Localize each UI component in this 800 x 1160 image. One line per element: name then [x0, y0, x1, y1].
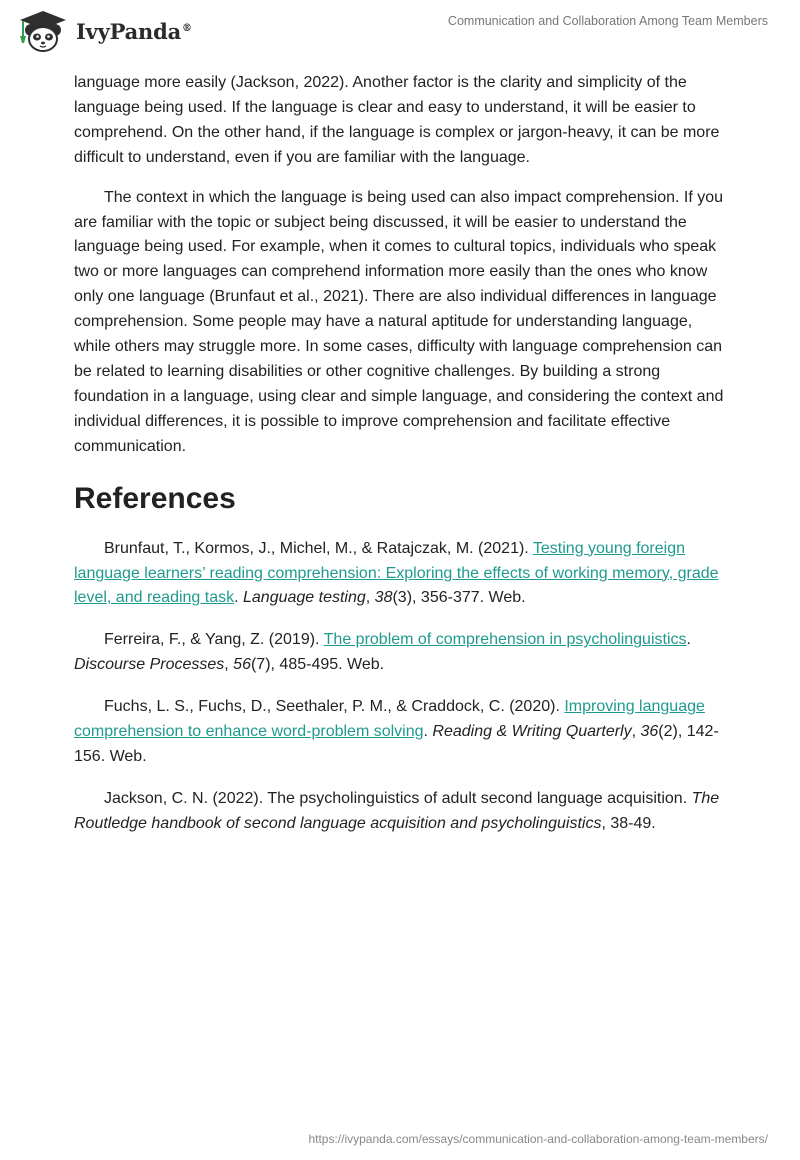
brand-name: IvyPanda® [76, 18, 192, 44]
essay-content [74, 71, 729, 854]
reference-item-2: Ferreira, F., & Yang, Z. (2019). The problem of comprehension in psycholinguistics. Discourse Processes, 56(7), 485-495. Web. [74, 631, 691, 674]
reference-journal: Discourse Processes [74, 656, 225, 674]
panda-mascot-icon [14, 8, 72, 54]
reference-journal: Language testing [243, 589, 366, 607]
reference-volume: 36 [640, 723, 659, 741]
reference-journal: Reading & Writing Quarterly [432, 723, 632, 741]
reference-authors: Fuchs, L. S., Fuchs, D., Seethaler, P. M., & Craddock, C. (2020). [104, 698, 565, 716]
reference-link[interactable]: The problem of comprehension in psycholinguistics [323, 631, 687, 649]
reference-journal: The Routledge handbook of second language acquisition and psycholinguistics [74, 789, 720, 832]
document-title: Communication and Collaboration Among Team Members [447, 14, 768, 28]
reference-item-1: Brunfaut, T., Kormos, J., Michel, M., & Ratajczak, M. (2021). Testing young foreign language learners’ reading comprehension: Exploring the effects of working memory, grade level, and reading task. Language testing, 38(3), 356-377. Web. [74, 539, 719, 607]
reference-authors: Ferreira, F., & Yang, Z. (2019). [104, 631, 324, 649]
reference-link[interactable]: Improving language comprehension to enhance word-problem solving [74, 698, 705, 741]
ivypanda-logo[interactable] [14, 8, 192, 54]
body-paragraph-2: The context in which the language is being used can also impact comprehension. If you are familiar with the topic or subject being discussed, it will be easier to understand the language being used. For example, when it comes to cultural topics, individuals who speak two or more languages can comprehend information more easily than the ones who know only one language (Brunfaut et al., 2021). There are also individual differences in language comprehension. Some people may have a natural aptitude for understanding language, while others may struggle more. In some cases, difficulty with language comprehension can be related to learning disabilities or other cognitive challenges. By building a strong foundation in a language, using clear and simple language, and considering the context and individual differences, it is possible to improve comprehension and facilitate effective communication. [74, 188, 724, 455]
page-header [0, 0, 800, 60]
reference-item-4: Jackson, C. N. (2022). The psycholinguistics of adult second language acquisition. The Routledge handbook of second language acquisition and psycholinguistics, 38-49. [74, 789, 720, 832]
reference-authors: Jackson, C. N. (2022). The psycholinguistics of adult second language acquisition. [104, 789, 692, 807]
reference-volume: 38 [374, 589, 393, 607]
reference-link[interactable]: Testing young foreign language learners’ reading comprehension: Exploring the effects of working memory, grade level, and reading task [74, 539, 719, 607]
reference-authors: Brunfaut, T., Kormos, J., Michel, M., & Ratajczak, M. (2021). [104, 539, 533, 557]
reference-volume: 56 [233, 656, 251, 674]
page-url: https://ivypanda.com/essays/communication-and-collaboration-among-team-members/ [308, 1132, 768, 1146]
references-heading: References [74, 481, 236, 515]
body-paragraph-1: language more easily (Jackson, 2022). Another factor is the clarity and simplicity of the language being used. If the language is clear and easy to understand, it will be easier to comprehend. On the other hand, if the language is complex or jargon-heavy, it can be more difficult to understand, even if you are familiar with the language. [74, 74, 720, 166]
reference-item-3: Fuchs, L. S., Fuchs, D., Seethaler, P. M., & Craddock, C. (2020). Improving language comprehension to enhance word-problem solving. Reading & Writing Quarterly, 36(2), 142-156. Web. [74, 698, 719, 765]
registered-mark: ® [182, 22, 192, 34]
